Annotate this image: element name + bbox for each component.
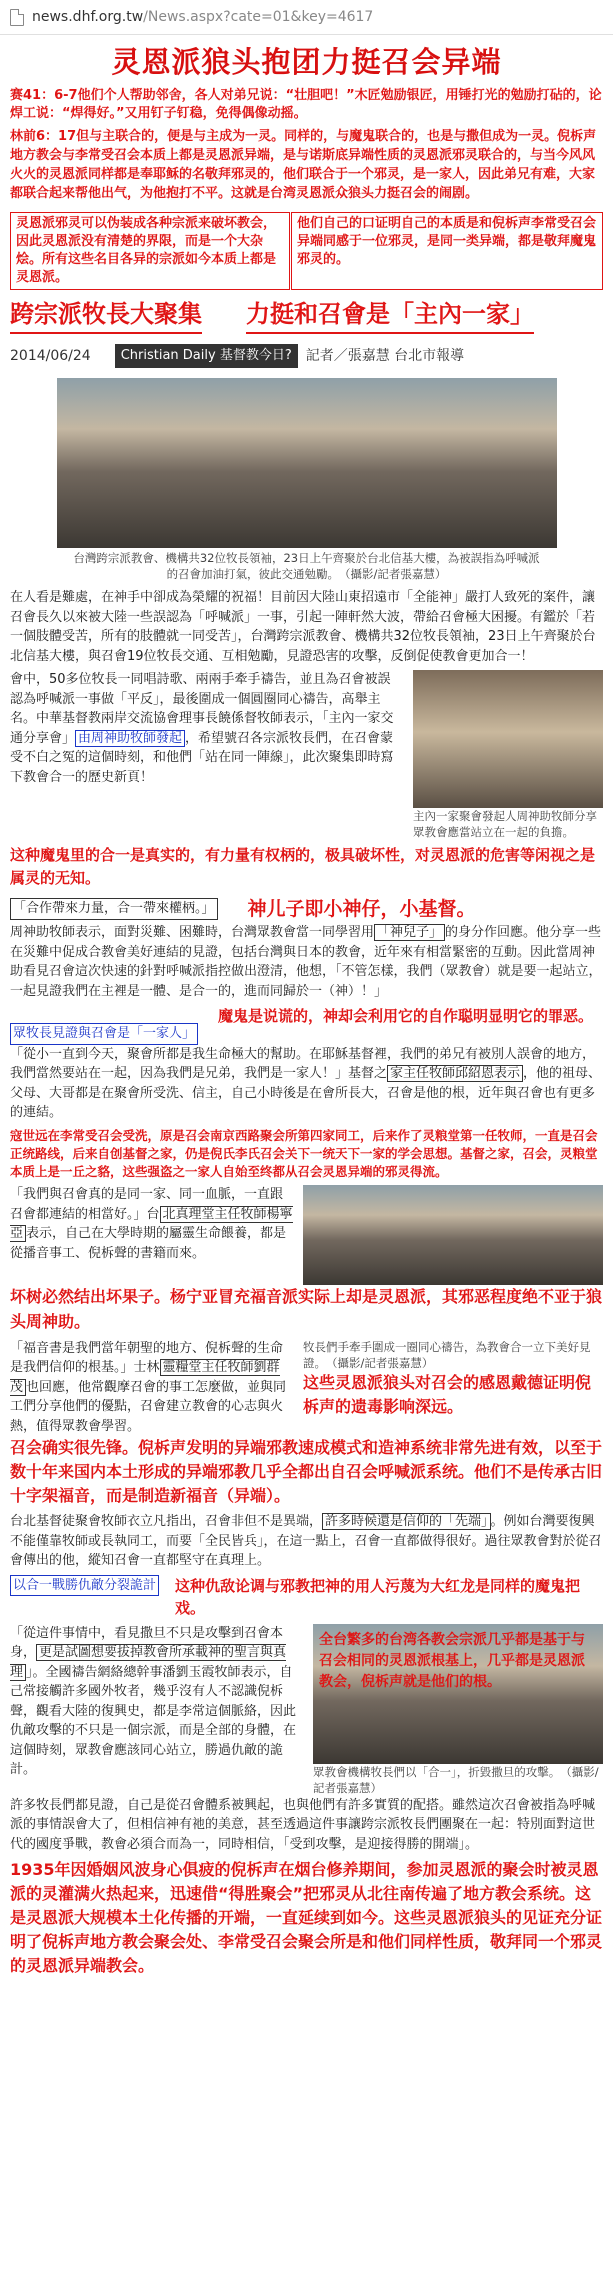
para8-text-a: 「從這件事情中，看見撒旦不只是攻擊到召會本身， [10, 1625, 284, 1661]
commentary-block-6 [303, 1339, 603, 1437]
subhead-right: 力挺和召會是「主內一家」 [246, 296, 534, 334]
commentary-9: 全台繁多的台湾各教会宗派几乎都是基于与召会相同的灵恩派根基上，几乎都是灵恩派教会，倪柝声就是他们的根。 [319, 1631, 585, 1690]
para5-text-b: 表示，自己在大學時期的屬靈生命餵養，都是從播音事工、倪柝聲的書籍而來。 [10, 1226, 287, 1261]
para3-text-b: 的身分作回應。他分享一些在災難中促成合教會美好連結的見證，包括台灣與日本的教會，近年來有相當緊密的互動。因此當周神助看見召會這次快速的針對呼喊派指控做出澄清，他想，「不管怎樣，我們（眾教會）就是要一起站立，一起見證我們在主裡是一體、是合一的，進而同歸於一（神）！」 [10, 925, 602, 999]
para3-text-a: 周神助牧師表示，面對災難、困難時，台灣眾教會當一同學習用 [10, 925, 375, 941]
commentary-5: 坏树必然结出坏果子。杨宁亚冒充福音派实际上却是灵恩派，其邪恶程度绝不亚于狼头周神助。 [10, 1287, 603, 1331]
commentary-6: 这些灵恩派狼头对召会的感恩戴德证明倪柝声的遗毒影响深远。 [303, 1372, 592, 1416]
para8-text-b: 」。全國禱告網絡總幹事潘劉玉霞牧師表示，自己常接觸許多國外牧者，幾乎沒有人不認識倪柝聲，觀看大陸的復興史，都是李常這個脈絡，因此仇敵攻擊的不只是一個宗派，而是全部的身體，在這個時刻，眾教會應該同心站立，勝過仇敵的詭計。 [10, 1664, 297, 1778]
commentary-10: 1935年因婚姻风波身心俱疲的倪柝声在烟台修养期间，参加灵恩派的聚会时被灵恩派的灵灌满火热起来，迅速借“得胜聚会”把邪灵从北往南传遍了地方教会系统。这是灵恩派大规模本土化传播的开端，一直延续到如今。这些灵恩派狼头的见证充分证明了倪柝声地方教会聚会处、李常受召会聚会所是和他们同样性质，敬拜同一个邪灵的灵恩派异端教会。 [10, 1860, 603, 1976]
para5-highlight: 北真理堂主任牧師楊寧亞 [10, 1206, 293, 1242]
article-para-4 [0, 1045, 613, 1123]
source-badge: Christian Daily 基督教今日? [115, 344, 298, 368]
photo-caption-2: 主內一家聚會發起人周神助牧師分享眾教會應當站立在一起的負擔。 [413, 809, 597, 840]
article-para-5 [10, 1185, 293, 1285]
quote-power: 「合作帶來力量，合一帶來權柄。」 [10, 898, 218, 920]
para6-text-a: 「福音書是我們當年朝聖的地方、倪柝聲的生命是我們信仰的根基。」士林 [10, 1340, 284, 1376]
leaders-photo [313, 1624, 603, 1764]
para2-text-b: ，希望號召各宗派牧長們，在召會蒙受不白之冤的這個時刻，和他們「站在同一陣線」，此次聚集即時寫下教會合一的歷史新頁！ [10, 730, 394, 785]
article-para-7 [0, 1512, 613, 1571]
split-section-3 [0, 1339, 613, 1437]
para7-text-a: 台北基督徒聚會牧師衣立凡指出，召會非但不是異端， [10, 1514, 323, 1530]
commentary-3: 魔鬼是说谎的，神却会利用它的自作聪明显明它的罪恶。 [218, 1007, 594, 1026]
subsection-title-family: 眾牧長見證與召會是「一家人」 [10, 1023, 198, 1045]
para2-highlight: 由周神助牧師發起 [75, 730, 185, 747]
annotation-box-left: 灵恩派邪灵可以伪装成各种宗派来破坏教会，因此灵恩派没有清楚的界限，而是一个大杂烩。所有这些名目各异的宗派如今本质上都是灵恩派。 [10, 212, 290, 291]
url-path: /News.aspx?cate=01&key=4617 [143, 8, 374, 25]
para3-highlight: 「神兒子」 [374, 924, 445, 941]
para7-text-b: 。例如台灣要復興不能僅靠牧師或長執同工，而要「全民皆兵」，在這一點上，召會一直都做得很好。過往眾教會對於從召會傳出的他，縱知召會一直都堅守在真理上。 [10, 1514, 602, 1569]
commentary-1: 这种魔鬼里的合一是真实的，有力量有权柄的，极具破坏性，对灵恩派的危害等闲视之是属灵的无知。 [10, 846, 596, 888]
split-section-2 [0, 1185, 613, 1285]
para6-text-b: 也回應，他常觀摩召會的事工怎麼做，並與同工們分享他們的優點，召會建立教會的心志與火熱，值得眾教會學習。 [10, 1379, 287, 1434]
commentary-8: 这种仇敌论调与邪教把神的用人污蔑为大红龙是同样的魔鬼把戏。 [175, 1576, 581, 1618]
intro-scripture-corinthians: 林前6：17但与主联合的，便是与主成为一灵。同样的，与魔鬼联合的，也是与撒但成为一灵。倪柝声地方教会与李常受召会本质上都是灵恩派异端，是与诺斯底异端性质的灵恩派邪灵联合的，与当今风风火火的灵恩派同样都是奉耶稣的名敬拜邪灵的，他们联合于一个邪灵，是一家人，因此弟兄有难，大家都联合起来帮他出气，为他抱打不平。这就是台湾灵恩派众狼头力挺召会的闹剧。 [10, 129, 597, 201]
address-bar[interactable] [0, 0, 613, 35]
commentary-4: 寇世远在李常受召会受洗，原是召会南京西路聚会所第四家同工，后来作了灵粮堂第一任牧师，一直是召会正统路线，后来自创基督之家，仍是倪氏李氏召会关下一统天下一家的学会思想。基督之家，召会，灵粮堂本质上是一丘之貉，这些强盗之一家人自始至终都从召会灵恩异端的邪灵得流。 [10, 1127, 598, 1179]
prayer-circle-photo [303, 1185, 603, 1285]
para4-text-b: ，他的祖母、父母、大哥都是在聚會所受洗、信主，自己小時後是在會所長大，召會是他的根，近年與召會也有更多的連結。 [10, 1066, 602, 1121]
commentary-7: 召会确实很先锋。倪柝声发明的异端邪教速成模式和造神系统非常先进有效，以至于数十年来国内本土形成的异端邪教几乎全都出自召会呼喊派系统。他们不是传承古旧十字架福音，而是制造新福音（异端）。 [10, 1438, 603, 1506]
photo-caption-4: 眾教會機構牧長們以「合一」，折毀撒旦的攻擊。 （攝影/記者張嘉慧） [313, 1764, 599, 1795]
annotation-box-row [0, 212, 613, 291]
speaker-photo [413, 670, 603, 808]
article-para-9: 許多牧長們都見證，自己是從召會體系被興起，也與他們有許多實質的配搭。雖然這次召會被指為呼喊派的事情誤會大了，但相信神有祂的美意，甚至透過這件事讓跨宗派牧長們團聚在一起：特別面對這世代的國度爭戰，教會必須合而為一，同時相信，「受到攻擊，是迎接得勝的開端」。 [10, 1797, 596, 1852]
article-para-6 [10, 1339, 293, 1437]
para2-text-a: 會中，50多位牧長一同唱詩歌、兩兩手牽手禱告，並且為召會被誤認為呼喊派一事做「平反」，最後圍成一個圓圈同心禱告，高舉主名。中華基督教兩岸交流協會理事長饒係督牧師表示，「主內一家交通分享會」 [10, 672, 394, 746]
page-title: 灵恩派狼头抱团力挺召会异端 [111, 45, 502, 79]
quote-row [0, 895, 613, 924]
commentary-2: 神儿子即小神仔，小基督。 [247, 897, 476, 920]
byline-date: 2014/06/24 [10, 347, 91, 364]
subsection-row-2 [0, 1005, 613, 1045]
photo-caption-1: 台灣跨宗派教會、機構共32位牧長領袖，23日上午齊聚於台北信基大樓，為被誤指為呼喊派的召會加油打氣，彼此交通勉勵。 （攝影/記者張嘉慧） [73, 550, 540, 581]
split-section-1 [0, 670, 613, 840]
article-para-2 [10, 670, 403, 840]
article-para-8 [10, 1624, 303, 1796]
byline [0, 344, 613, 368]
url-host: news.dhf.org.tw [32, 8, 144, 25]
intro-scripture-isaiah: 赛41：6-7他们个人帮助邻舍，各人对弟兄说：“壮胆吧！”木匠勉励银匠，用锤打光的勉励打砧的，论焊工说：“焊得好。”又用钉子钉稳，免得偶像动摇。 [10, 87, 602, 122]
page-icon [10, 9, 24, 26]
para4-text-a: 「從小一直到今天，聚會所都是我生命極大的幫助。在耶穌基督裡，我們的弟兄有被別人誤會的地方，我們當然要站在一起，因為我們是兄弟，我們是一家人！」基督之 [10, 1046, 596, 1082]
para8-highlight: 更是試圖想要拔掉教會所承載神的聖言與真理 [10, 1645, 287, 1680]
byline-reporter: 記者／張嘉慧 台北市報導 [305, 347, 465, 364]
split-section-4 [0, 1624, 613, 1796]
annotation-box-right: 他们自己的口证明自己的本质是和倪柝声李常受召会异端同感于一位邪灵，是同一类异端，都是敬拜魔鬼邪灵的。 [291, 212, 603, 291]
para5-text-a: 「我們與召會真的是同一家、同一血脈，一直跟召會都連結的相當好。」台 [10, 1187, 284, 1222]
subsection-title-unity: 以合一戰勝仇敵分裂詭計 [10, 1575, 159, 1597]
subhead-left: 跨宗派牧長大聚集 [10, 296, 202, 334]
article-para-1: 在人看是難處，在神手中卻成為榮耀的祝福！目前因大陸山東招遠市「全能神」嚴打人致死的案件，讓召會長久以來被大陸一些誤認為「呼喊派」一事，引起一陣軒然大波，帶給召會極大困擾。有鑑於「若一個肢體受苦，所有的肢體就一同受苦」，台灣跨宗派教會、機構共32位牧長領袖，23日上午齊聚於台北信基大樓，與召會19位牧長交通、互相勉勵，見證恐害的攻擊，反倒促使教會更加合一！ [10, 590, 596, 664]
group-photo-1 [57, 378, 557, 548]
article-subhead [0, 296, 613, 334]
article-para-3 [0, 923, 613, 1001]
speaker-photo-block [413, 670, 603, 840]
para6-highlight: 靈糧堂主任牧師劉群茂 [10, 1360, 280, 1395]
para7-highlight: 許多時候還是信仰的「先端」 [322, 1513, 491, 1530]
subsection-row-3 [0, 1575, 613, 1620]
photo-caption-3: 牧長們手牽手圍成一圈同心禱告，為教會合一立下美好見證。 （攝影/記者張嘉慧） [303, 1339, 591, 1370]
para4-highlight: 家主任牧師邱紹恩表示 [387, 1065, 523, 1082]
photo-block-4 [313, 1624, 603, 1796]
